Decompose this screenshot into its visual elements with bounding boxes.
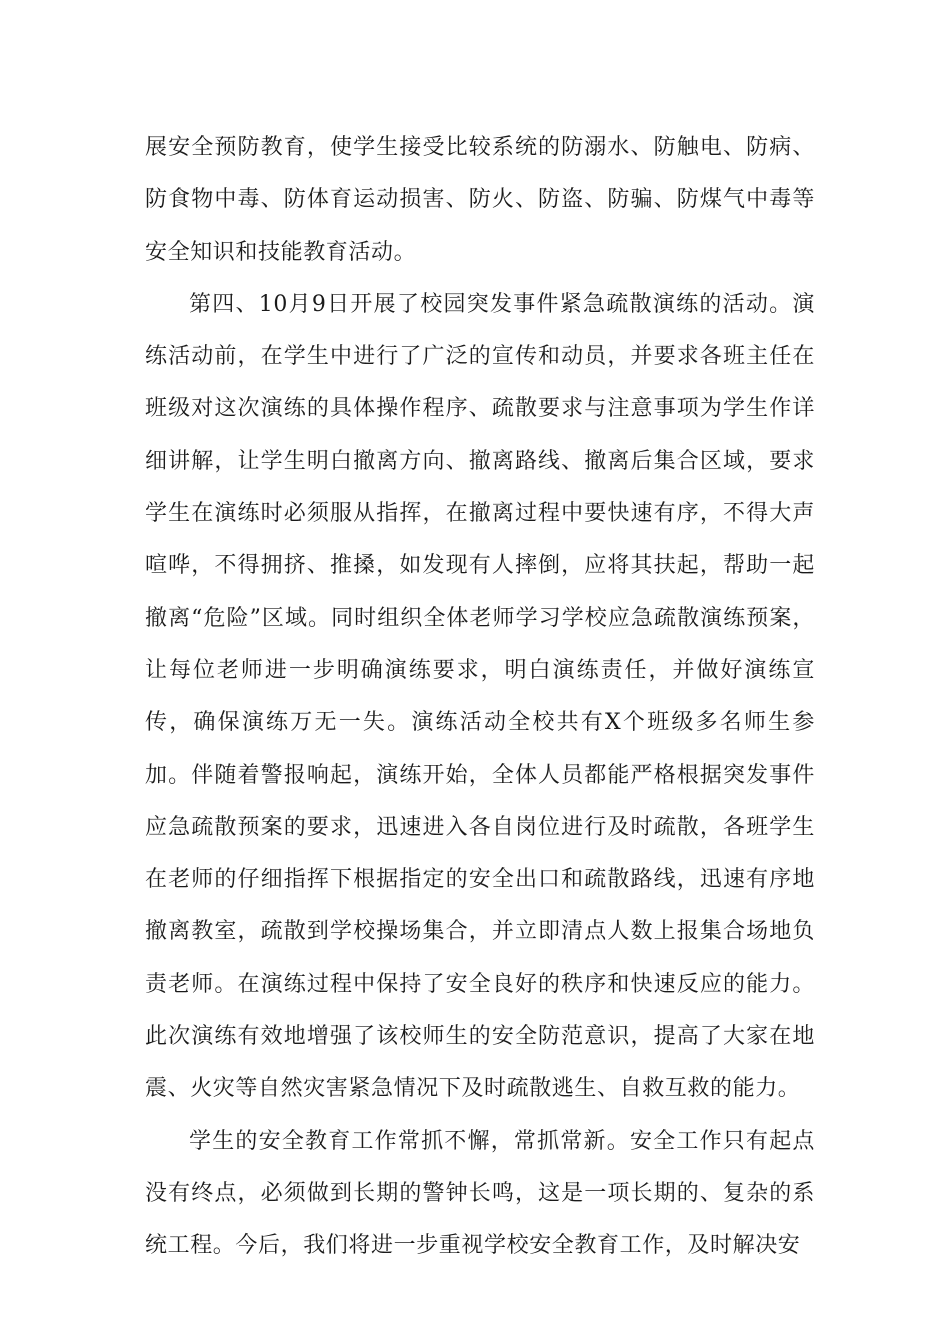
document-body <box>145 122 815 1273</box>
paragraph-continued: 展安全预防教育，使学生接受比较系统的防溺水、防触电、防病、防食物中毒、防体育运动损害、防火、防盗、防骗、防煤气中毒等安全知识和技能教育活动。 <box>145 135 815 265</box>
paragraph-safety-education: 学生的安全教育工作常抓不懈，常抓常新。安全工作只有起点没有终点，必须做到长期的警钟长鸣，这是一项长期的、复杂的系统工程。今后，我们将进一步重视学校安全教育工作，及时解决安 <box>145 1128 815 1259</box>
paragraph-evacuation-drill: 第四、10月9日开展了校园突发事件紧急疏散演练的活动。演练活动前，在学生中进行了广泛的宣传和动员，并要求各班主任在班级对这次演练的具体操作程序、疏散要求与注意事项为学生作详细讲解，让学生明白撤离方向、撤离路线、撤离后集合区域，要求学生在演练时必须服从指挥，在撤离过程中要快速有序，不得大声喧哗，不得拥挤、推搡，如发现有人摔倒，应将其扶起，帮助一起撤离“危险”区域。同时组织全体老师学习学校应急疏散演练预案，让每位老师进一步明确演练要求，明白演练责任，并做好演练宣传，确保演练万无一失。演练活动全校共有X个班级多名师生参加。伴随着警报响起，演练开始，全体人员都能严格根据突发事件应急疏散预案的要求，迅速进入各自岗位进行及时疏散，各班学生在老师的仔细指挥下根据指定的安全出口和疏散路线，迅速有序地撤离教室，疏散到学校操场集合，并立即清点人数上报集合场地负责老师。在演练过程中保持了安全良好的秩序和快速反应的能力。此次演练有效地增强了该校师生的安全防范意识，提高了大家在地震、火灾等自然灾害紧急情况下及时疏散逃生、自救互救的能力。 <box>145 291 815 1102</box>
